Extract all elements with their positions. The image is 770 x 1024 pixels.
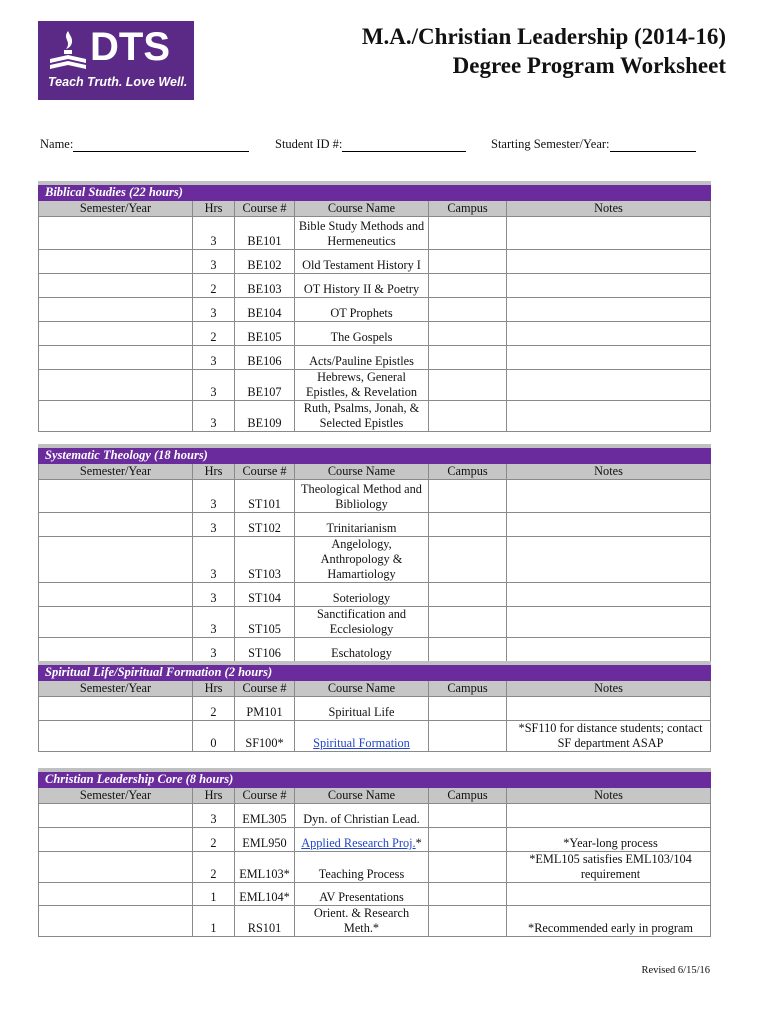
name-blank[interactable] (73, 139, 249, 152)
course-name-cell (295, 828, 429, 852)
semester-cell[interactable] (39, 721, 193, 752)
course-number-cell: EML305 (235, 804, 295, 828)
course-name-cell: Ruth, Psalms, Jonah, & Selected Epistles (295, 401, 429, 432)
column-header-semester: Semester/Year (39, 201, 193, 217)
starting-semester-blank[interactable] (610, 139, 696, 152)
hours-cell: 2 (193, 852, 235, 883)
hours-cell: 3 (193, 537, 235, 583)
column-header-hrs: Hrs (193, 788, 235, 804)
column-header-course-name: Course Name (295, 788, 429, 804)
notes-cell[interactable] (507, 883, 711, 906)
semester-cell[interactable] (39, 322, 193, 346)
section-title: Spiritual Life/Spiritual Formation (2 hours) (39, 663, 711, 681)
column-header-semester: Semester/Year (39, 788, 193, 804)
course-name-cell: Angelology, Anthropology & Hamartiology (295, 537, 429, 583)
notes-cell[interactable] (507, 322, 711, 346)
dts-logo (38, 21, 194, 100)
semester-cell[interactable] (39, 401, 193, 432)
notes-cell[interactable] (507, 217, 711, 250)
column-header-notes: Notes (507, 681, 711, 697)
column-header-course: Course # (235, 681, 295, 697)
logo-abbreviation: DTS (90, 25, 170, 69)
title-line-1: M.A./Christian Leadership (2014-16) (361, 24, 726, 49)
course-name-cell: Hebrews, General Epistles, & Revelation (295, 370, 429, 401)
column-header-campus: Campus (429, 681, 507, 697)
course-number-cell: ST104 (235, 583, 295, 607)
column-header-campus: Campus (429, 464, 507, 480)
notes-cell[interactable] (507, 697, 711, 721)
starting-semester-field[interactable] (491, 137, 696, 152)
campus-cell[interactable] (429, 322, 507, 346)
student-id-blank[interactable] (342, 139, 466, 152)
hours-cell: 0 (193, 721, 235, 752)
course-number-cell: BE101 (235, 217, 295, 250)
course-row (39, 513, 711, 537)
course-link[interactable]: Spiritual Formation (313, 736, 410, 750)
course-number-cell: EML104* (235, 883, 295, 906)
semester-cell[interactable] (39, 607, 193, 638)
course-name-cell: Teaching Process (295, 852, 429, 883)
course-row (39, 852, 711, 883)
course-number-cell: BE102 (235, 250, 295, 274)
name-label: Name: (40, 137, 74, 151)
column-header-course-name: Course Name (295, 681, 429, 697)
course-row (39, 346, 711, 370)
semester-cell[interactable] (39, 537, 193, 583)
course-number-cell: RS101 (235, 906, 295, 937)
campus-cell[interactable] (429, 607, 507, 638)
campus-cell[interactable] (429, 250, 507, 274)
column-header-semester: Semester/Year (39, 464, 193, 480)
section-table (38, 661, 711, 752)
notes-cell[interactable] (507, 346, 711, 370)
column-header-hrs: Hrs (193, 201, 235, 217)
section-table (38, 444, 711, 662)
course-number-cell: ST102 (235, 513, 295, 537)
semester-cell[interactable] (39, 906, 193, 937)
hours-cell: 2 (193, 697, 235, 721)
section-table (38, 768, 711, 937)
course-name-cell: Old Testament History I (295, 250, 429, 274)
notes-cell[interactable] (507, 250, 711, 274)
course-name-cell: Spiritual Life (295, 697, 429, 721)
semester-cell[interactable] (39, 638, 193, 662)
course-name-suffix: * (415, 836, 422, 850)
logo-tagline: Teach Truth. Love Well. (48, 75, 188, 89)
course-number-cell: BE107 (235, 370, 295, 401)
notes-cell[interactable] (507, 638, 711, 662)
semester-cell[interactable] (39, 697, 193, 721)
notes-cell[interactable]: *Recommended early in program (507, 906, 711, 937)
hours-cell: 3 (193, 513, 235, 537)
hours-cell: 3 (193, 583, 235, 607)
semester-cell[interactable] (39, 513, 193, 537)
course-row (39, 322, 711, 346)
column-header-notes: Notes (507, 464, 711, 480)
campus-cell[interactable] (429, 401, 507, 432)
campus-cell[interactable] (429, 480, 507, 513)
column-header-semester: Semester/Year (39, 681, 193, 697)
campus-cell[interactable] (429, 583, 507, 607)
course-row (39, 480, 711, 513)
notes-cell[interactable] (507, 370, 711, 401)
starting-semester-label: Starting Semester/Year: (491, 137, 610, 151)
notes-cell[interactable] (507, 537, 711, 583)
section-title: Systematic Theology (18 hours) (39, 446, 711, 464)
hours-cell: 3 (193, 480, 235, 513)
course-name-cell: Bible Study Methods and Hermeneutics (295, 217, 429, 250)
semester-cell[interactable] (39, 346, 193, 370)
hours-cell: 2 (193, 322, 235, 346)
semester-cell[interactable] (39, 250, 193, 274)
semester-cell[interactable] (39, 804, 193, 828)
course-name-cell: Orient. & Research Meth.* (295, 906, 429, 937)
column-header-course-name: Course Name (295, 201, 429, 217)
course-name-cell: OT History II & Poetry (295, 274, 429, 298)
course-row (39, 217, 711, 250)
campus-cell[interactable] (429, 217, 507, 250)
campus-cell[interactable] (429, 883, 507, 906)
course-name-cell: Eschatology (295, 638, 429, 662)
course-number-cell: PM101 (235, 697, 295, 721)
hours-cell: 3 (193, 804, 235, 828)
campus-cell[interactable] (429, 274, 507, 298)
semester-cell[interactable] (39, 852, 193, 883)
notes-cell[interactable]: *SF110 for distance students; contact SF department ASAP (507, 721, 711, 752)
hours-cell: 3 (193, 607, 235, 638)
course-number-cell: ST106 (235, 638, 295, 662)
notes-cell[interactable]: *EML105 satisfies EML103/104 requirement (507, 852, 711, 883)
course-link[interactable]: Applied Research Proj. (301, 836, 416, 850)
course-row (39, 274, 711, 298)
revised-date: Revised 6/15/16 (641, 965, 710, 976)
campus-cell[interactable] (429, 346, 507, 370)
course-name-cell: Theological Method and Bibliology (295, 480, 429, 513)
section-table (38, 181, 711, 432)
section-title: Christian Leadership Core (8 hours) (39, 770, 711, 788)
hours-cell: 3 (193, 346, 235, 370)
semester-cell[interactable] (39, 583, 193, 607)
section-title: Biblical Studies (22 hours) (39, 183, 711, 201)
course-number-cell: BE106 (235, 346, 295, 370)
course-number-cell: SF100* (235, 721, 295, 752)
campus-cell[interactable] (429, 804, 507, 828)
semester-cell[interactable] (39, 828, 193, 852)
title-line-2: Degree Program Worksheet (452, 53, 726, 78)
course-number-cell: BE109 (235, 401, 295, 432)
campus-cell[interactable] (429, 370, 507, 401)
course-row (39, 583, 711, 607)
notes-cell[interactable] (507, 480, 711, 513)
campus-cell[interactable] (429, 638, 507, 662)
course-number-cell: BE103 (235, 274, 295, 298)
semester-cell[interactable] (39, 298, 193, 322)
course-name-cell: OT Prophets (295, 298, 429, 322)
course-row (39, 906, 711, 937)
course-row (39, 370, 711, 401)
notes-cell[interactable] (507, 298, 711, 322)
notes-cell[interactable] (507, 401, 711, 432)
column-header-campus: Campus (429, 201, 507, 217)
course-row (39, 697, 711, 721)
hours-cell: 3 (193, 250, 235, 274)
column-header-hrs: Hrs (193, 681, 235, 697)
semester-cell[interactable] (39, 480, 193, 513)
column-header-notes: Notes (507, 788, 711, 804)
student-id-field[interactable] (275, 137, 466, 152)
course-name-cell: AV Presentations (295, 883, 429, 906)
hours-cell: 3 (193, 298, 235, 322)
campus-cell[interactable] (429, 721, 507, 752)
course-number-cell: ST101 (235, 480, 295, 513)
student-id-label: Student ID #: (275, 137, 343, 151)
course-row (39, 638, 711, 662)
course-name-cell: Trinitarianism (295, 513, 429, 537)
course-row (39, 537, 711, 583)
notes-cell[interactable] (507, 607, 711, 638)
column-header-hrs: Hrs (193, 464, 235, 480)
hours-cell: 3 (193, 401, 235, 432)
hours-cell: 3 (193, 638, 235, 662)
course-name-cell: The Gospels (295, 322, 429, 346)
semester-cell[interactable] (39, 370, 193, 401)
semester-cell[interactable] (39, 883, 193, 906)
course-name-cell: Dyn. of Christian Lead. (295, 804, 429, 828)
campus-cell[interactable] (429, 513, 507, 537)
course-row (39, 607, 711, 638)
campus-cell[interactable] (429, 697, 507, 721)
course-name-cell: Acts/Pauline Epistles (295, 346, 429, 370)
course-row (39, 250, 711, 274)
course-number-cell: ST105 (235, 607, 295, 638)
name-field[interactable] (40, 137, 249, 152)
semester-cell[interactable] (39, 217, 193, 250)
notes-cell[interactable]: *Year-long process (507, 828, 711, 852)
torch-book-icon (48, 29, 88, 73)
column-header-course-name: Course Name (295, 464, 429, 480)
course-number-cell: EML950 (235, 828, 295, 852)
course-row (39, 721, 711, 752)
course-name-cell (295, 721, 429, 752)
campus-cell[interactable] (429, 906, 507, 937)
course-row (39, 298, 711, 322)
hours-cell: 3 (193, 370, 235, 401)
column-header-course: Course # (235, 464, 295, 480)
course-number-cell: BE104 (235, 298, 295, 322)
hours-cell: 2 (193, 274, 235, 298)
column-header-course: Course # (235, 201, 295, 217)
notes-cell[interactable] (507, 804, 711, 828)
hours-cell: 3 (193, 217, 235, 250)
page-title (362, 22, 726, 80)
column-header-campus: Campus (429, 788, 507, 804)
course-name-cell: Sanctification and Ecclesiology (295, 607, 429, 638)
hours-cell: 2 (193, 828, 235, 852)
course-number-cell: BE105 (235, 322, 295, 346)
course-name-cell: Soteriology (295, 583, 429, 607)
hours-cell: 1 (193, 883, 235, 906)
course-row (39, 883, 711, 906)
column-header-course: Course # (235, 788, 295, 804)
semester-cell[interactable] (39, 274, 193, 298)
notes-cell[interactable] (507, 274, 711, 298)
campus-cell[interactable] (429, 298, 507, 322)
course-row (39, 401, 711, 432)
campus-cell[interactable] (429, 852, 507, 883)
campus-cell[interactable] (429, 828, 507, 852)
notes-cell[interactable] (507, 583, 711, 607)
course-row (39, 828, 711, 852)
notes-cell[interactable] (507, 513, 711, 537)
hours-cell: 1 (193, 906, 235, 937)
campus-cell[interactable] (429, 537, 507, 583)
course-number-cell: ST103 (235, 537, 295, 583)
course-number-cell: EML103* (235, 852, 295, 883)
course-row (39, 804, 711, 828)
column-header-notes: Notes (507, 201, 711, 217)
